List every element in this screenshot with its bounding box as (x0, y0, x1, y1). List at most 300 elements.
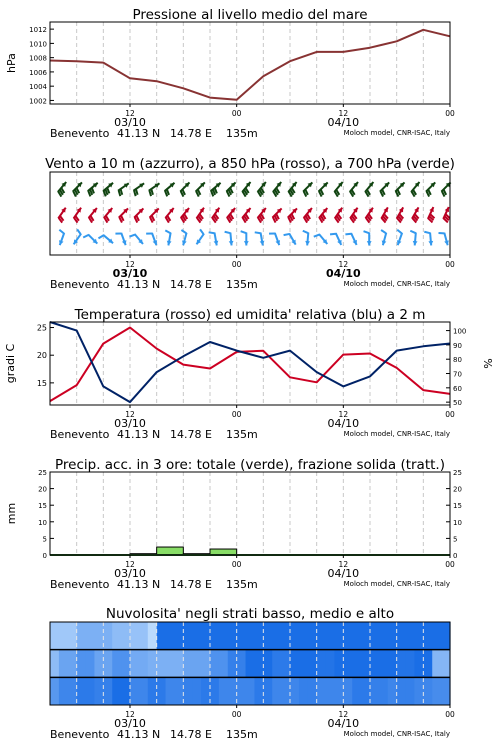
wind-arrow (426, 182, 435, 196)
wind-arrow (58, 208, 65, 223)
cloud-cell (308, 677, 317, 705)
wind-arrow (196, 182, 205, 196)
cloud-cell (148, 650, 157, 678)
cloud-cell (432, 650, 441, 678)
footer-elev: 135m (226, 578, 258, 591)
cloud-cell (290, 622, 299, 650)
cloud-cell (397, 622, 406, 650)
cloud-cell (406, 622, 415, 650)
cloud-cell (201, 622, 210, 650)
y-axis-label: gradi C (4, 343, 17, 384)
cloud-cell (326, 622, 335, 650)
cloud-cell (299, 622, 308, 650)
wind-arrow (350, 208, 357, 223)
wind-arrow (227, 208, 235, 223)
wind-arrow (269, 233, 280, 245)
cloud-cell (50, 677, 59, 705)
cloud-cell (334, 677, 343, 705)
wind-arrow (59, 230, 64, 245)
y-axis-label: mm (5, 502, 18, 525)
wind-arrow (88, 183, 98, 197)
wind-arrow (89, 208, 97, 223)
y-tick-label-right: 90 (453, 341, 462, 350)
date-label: 04/10 (326, 267, 361, 280)
wind-arrow (165, 230, 171, 245)
wind-arrow (380, 182, 389, 196)
cloud-cell (237, 650, 246, 678)
cloud-cell (432, 677, 441, 705)
cloud-cell (219, 650, 228, 678)
wind-row (58, 182, 451, 197)
x-tick-label: 12 (338, 109, 349, 118)
wind-arrow (345, 233, 357, 245)
cloud-cell (397, 677, 406, 705)
cloud-cell (94, 677, 103, 705)
wind-arrow (118, 183, 129, 196)
cloud-cell (166, 650, 175, 678)
y-tick-label: 15 (38, 502, 47, 511)
cloud-cell (254, 622, 263, 650)
wind-arrow (242, 182, 250, 197)
cloud-cell (130, 650, 139, 678)
wind-arrow (288, 208, 297, 222)
y-tick-label-right: 25 (453, 469, 462, 477)
cloud-cell (414, 650, 423, 678)
y-tick-label: 0 (42, 552, 47, 560)
cloud-cell (388, 677, 397, 705)
y-tick-label: 1010 (29, 40, 47, 49)
cloud-cell (361, 650, 370, 678)
cloud-cell (379, 677, 388, 705)
cloud-cell (157, 622, 166, 650)
y-tick-label-right: 20 (453, 485, 462, 494)
y-tick-label-right: 0 (453, 552, 458, 560)
panel-title: Vento a 10 m (azzurro), a 850 hPa (rosso), a 700 hPa (verde) (45, 156, 455, 172)
plot-border (50, 472, 450, 555)
cloud-cell (432, 622, 441, 650)
cloud-cell (317, 677, 326, 705)
x-tick-label: 00 (231, 410, 242, 419)
cloud-cell (192, 677, 201, 705)
cloud-cell (77, 650, 86, 678)
footer-station: Benevento (50, 578, 110, 591)
cloud-cell (174, 677, 183, 705)
footer-station: Benevento (50, 728, 110, 741)
cloud-cell (317, 622, 326, 650)
cloud-cell (59, 622, 68, 650)
x-tick-label: 00 (231, 109, 242, 118)
cloud-cell (272, 650, 281, 678)
panel-title: Pressione al livello medio del mare (132, 7, 368, 23)
wind-arrow (74, 208, 81, 223)
y-tick-label: 1004 (29, 83, 47, 92)
pressure-line (50, 30, 450, 100)
cloud-cell (290, 677, 299, 705)
cloud-cell (441, 677, 450, 705)
cloud-cell (281, 622, 290, 650)
cloud-cell (174, 650, 183, 678)
x-tick-label: 00 (445, 410, 455, 419)
cloud-cell (192, 650, 201, 678)
cloud-cell (423, 622, 432, 650)
wind-arrow (365, 182, 373, 197)
cloud-cell (68, 677, 77, 705)
wind-arrow (149, 183, 160, 196)
y-tick-label: 1002 (29, 97, 47, 106)
y-tick-label-right: 15 (453, 502, 462, 511)
cloud-cell (246, 650, 255, 678)
wind-arrow (258, 208, 266, 223)
wind-arrow (197, 208, 204, 223)
y-tick-label: 5 (42, 535, 47, 544)
cloud-cell (192, 622, 201, 650)
cloud-cell (370, 677, 379, 705)
cloud-cell (370, 622, 379, 650)
wind-arrow (115, 233, 126, 245)
wind-arrow (181, 208, 189, 223)
wind-arrow (225, 232, 234, 246)
wind-arrow (211, 183, 221, 197)
cloud-cell (103, 677, 112, 705)
x-tick-label: 12 (338, 560, 349, 569)
footer-lon: 14.78 E (170, 278, 212, 291)
cloud-cell (299, 677, 308, 705)
wind-arrow (365, 208, 372, 223)
cloud-cell (237, 677, 246, 705)
cloud-cell (388, 622, 397, 650)
footer-lat: 41.13 N (117, 127, 161, 140)
y-tick-label: 25 (38, 469, 47, 477)
footer-station: Benevento (50, 428, 110, 441)
wind-arrow (134, 208, 143, 222)
x-tick-label: 00 (231, 710, 242, 719)
wind-arrow (241, 231, 249, 245)
cloud-cell (361, 677, 370, 705)
cloud-cell (121, 677, 130, 705)
cloud-cell (361, 622, 370, 650)
footer-lat: 41.13 N (117, 728, 161, 741)
date-label: 03/10 (112, 267, 148, 280)
footer-station: Benevento (50, 278, 110, 291)
wind-arrow (381, 230, 386, 245)
cloud-cell (308, 622, 317, 650)
wind-arrow (428, 207, 435, 222)
wind-arrow (119, 208, 128, 222)
cloud-cell (103, 622, 112, 650)
cloud-cell (254, 650, 263, 678)
x-tick-label: 12 (338, 410, 349, 419)
cloud-cell (157, 650, 166, 678)
cloud-cell (343, 650, 352, 678)
cloud-cell (326, 650, 335, 678)
wind-arrow (395, 182, 404, 196)
humidity-line (50, 322, 450, 402)
precip-bar (157, 547, 184, 555)
y-axis-label: hPa (5, 53, 18, 73)
date-label: 04/10 (327, 567, 360, 580)
wind-arrow (424, 232, 433, 246)
cloud-cell (228, 650, 237, 678)
cloud-cell (441, 650, 450, 678)
x-tick-label: 12 (125, 710, 135, 719)
cloud-cell (68, 622, 77, 650)
cloud-cell (379, 622, 388, 650)
cloud-cell (352, 622, 361, 650)
wind-arrow (397, 207, 404, 222)
cloud-cell (317, 650, 326, 678)
wind-arrow (411, 182, 419, 197)
wind-arrow (150, 208, 159, 222)
date-label: 03/10 (114, 417, 146, 430)
cloud-cell (201, 677, 210, 705)
y-tick-label: 1012 (29, 26, 47, 35)
wind-arrow (104, 208, 112, 223)
panel-title: Temperatura (rosso) ed umidita' relativa (blu) a 2 m (74, 307, 426, 323)
y-tick-label-right: 80 (453, 356, 462, 365)
wind-arrow (180, 182, 189, 196)
x-tick-label: 12 (125, 260, 135, 269)
cloud-cell (86, 650, 95, 678)
footer-elev: 135m (226, 728, 258, 741)
cloud-cell (334, 650, 343, 678)
cloud-cell (414, 622, 423, 650)
wind-row (59, 229, 449, 245)
wind-arrow (438, 233, 448, 246)
wind-arrow (330, 233, 342, 245)
cloud-cell (103, 650, 112, 678)
footer-lon: 14.78 E (170, 428, 212, 441)
y-tick-label: 10 (38, 518, 47, 527)
cloud-cell (174, 622, 183, 650)
cloud-cell (183, 677, 192, 705)
cloud-cell (219, 677, 228, 705)
cloud-cell (263, 622, 272, 650)
cloud-cell (334, 622, 343, 650)
cloud-cell (272, 622, 281, 650)
plot-border (50, 22, 450, 104)
cloud-cell (414, 677, 423, 705)
cloud-cell (423, 650, 432, 678)
date-label: 03/10 (114, 116, 146, 129)
cloud-cell (326, 677, 335, 705)
wind-arrow (397, 230, 402, 245)
y-tick-label-right: 100 (453, 327, 467, 336)
date-label: 04/10 (327, 717, 360, 730)
wind-arrow (410, 231, 417, 246)
wind-row (58, 207, 450, 223)
x-tick-label: 00 (445, 109, 455, 118)
y-tick-label-right: 50 (453, 399, 462, 408)
cloud-cell (68, 650, 77, 678)
x-tick-label: 00 (231, 560, 242, 569)
wind-arrow (58, 182, 66, 197)
cloud-cell (370, 650, 379, 678)
x-tick-label: 12 (125, 560, 135, 569)
cloud-cell (130, 677, 139, 705)
cloud-cell (379, 650, 388, 678)
cloud-cell (130, 622, 139, 650)
cloud-cell (263, 677, 272, 705)
cloud-cell (183, 650, 192, 678)
wind-arrow (258, 182, 266, 197)
wind-arrow (272, 208, 281, 222)
y-tick-label: 20 (38, 485, 47, 494)
wind-arrow (146, 233, 157, 245)
footer-elev: 135m (226, 278, 258, 291)
cloud-cell (272, 677, 281, 705)
wind-arrow (165, 183, 175, 197)
x-tick-label: 00 (445, 710, 455, 719)
cloud-cell (59, 677, 68, 705)
footer-lat: 41.13 N (117, 578, 161, 591)
footer-elev: 135m (226, 428, 258, 441)
date-label: 03/10 (114, 717, 146, 730)
cloud-cell (343, 677, 352, 705)
cloud-cell (423, 677, 432, 705)
x-tick-label: 00 (231, 260, 242, 269)
footer-lon: 14.78 E (170, 127, 212, 140)
x-tick-label: 00 (445, 560, 455, 569)
wind-arrow (412, 207, 419, 222)
wind-arrow (381, 207, 388, 222)
cloud-cell (121, 622, 130, 650)
y-tick-label: 20 (36, 351, 47, 361)
y-tick-label-right: 10 (453, 518, 462, 527)
cloud-cell (121, 650, 130, 678)
wind-arrow (319, 182, 328, 196)
cloud-cell (228, 622, 237, 650)
y-axis-label-right: % (482, 358, 495, 369)
cloud-cell (86, 677, 95, 705)
cloud-cell (210, 677, 219, 705)
y-tick-label: 15 (36, 378, 47, 388)
cloud-cell (281, 650, 290, 678)
wind-arrow (273, 182, 281, 197)
footer-model: Moloch model, CNR-ISAC, Italy (343, 730, 450, 738)
wind-arrow (181, 230, 186, 245)
cloud-cell (148, 622, 157, 650)
wind-arrow (103, 183, 113, 197)
wind-arrow (314, 234, 328, 244)
wind-arrow (443, 207, 450, 222)
footer-model: Moloch model, CNR-ISAC, Italy (343, 580, 450, 588)
panel-title: Nuvolosita' negli strati basso, medio e alto (105, 606, 395, 622)
cloud-cell (281, 677, 290, 705)
x-tick-label: 12 (338, 260, 349, 269)
cloud-cell (166, 622, 175, 650)
footer-model: Moloch model, CNR-ISAC, Italy (343, 280, 450, 288)
cloud-cell (246, 622, 255, 650)
wind-arrow (226, 182, 235, 196)
cloud-cell (50, 650, 59, 678)
cloud-cell (183, 622, 192, 650)
wind-arrow (350, 182, 358, 197)
footer-model: Moloch model, CNR-ISAC, Italy (343, 129, 450, 137)
wind-arrow (303, 182, 312, 196)
cloud-cell (94, 650, 103, 678)
cloud-cell (352, 677, 361, 705)
wind-arrow (319, 208, 327, 223)
y-tick-label: 1008 (29, 54, 47, 63)
cloud-cell (441, 622, 450, 650)
wind-arrow (335, 208, 342, 223)
wind-arrow (304, 208, 312, 223)
cloud-cell (228, 677, 237, 705)
cloud-cell (94, 622, 103, 650)
wind-arrow (197, 229, 204, 244)
cloud-cell (86, 622, 95, 650)
cloud-cell (406, 650, 415, 678)
x-tick-label: 12 (125, 410, 135, 419)
date-label: 04/10 (327, 417, 360, 430)
cloud-cell (290, 650, 299, 678)
cloud-cell (59, 650, 68, 678)
cloud-cell (112, 650, 121, 678)
cloud-cell (112, 622, 121, 650)
date-label: 04/10 (327, 116, 360, 129)
cloud-cell (343, 622, 352, 650)
cloud-cell (299, 650, 308, 678)
wind-arrow (242, 208, 250, 223)
footer-lat: 41.13 N (117, 278, 161, 291)
y-tick-label-right: 5 (453, 535, 458, 544)
cloud-cell (210, 650, 219, 678)
wind-arrow (83, 234, 97, 243)
cloud-cell (210, 622, 219, 650)
y-tick-label-right: 70 (453, 370, 462, 379)
cloud-cell (50, 622, 59, 650)
cloud-cell (388, 650, 397, 678)
cloud-cell (308, 650, 317, 678)
wind-arrow (129, 234, 143, 244)
y-tick-label: 25 (36, 323, 47, 333)
cloud-cell (166, 677, 175, 705)
x-tick-label: 00 (445, 260, 455, 269)
wind-arrow (288, 182, 296, 197)
cloud-cell (237, 622, 246, 650)
cloud-cell (246, 677, 255, 705)
panel-title: Precip. acc. in 3 ore: totale (verde), frazione solida (tratt.) (55, 457, 445, 473)
cloud-cell (406, 677, 415, 705)
cloud-cell (139, 622, 148, 650)
cloud-cell (112, 677, 121, 705)
wind-arrow (73, 182, 82, 196)
cloud-cell (148, 677, 157, 705)
x-tick-label: 12 (125, 109, 135, 118)
cloud-cell (201, 650, 210, 678)
wind-arrow (98, 235, 113, 243)
footer-lon: 14.78 E (170, 728, 212, 741)
footer-lat: 41.13 N (117, 428, 161, 441)
cloud-cell (219, 622, 228, 650)
cloud-cell (139, 677, 148, 705)
cloud-cell (397, 650, 406, 678)
wind-arrow (303, 231, 310, 246)
cloud-cell (263, 650, 272, 678)
footer-lon: 14.78 E (170, 578, 212, 591)
cloud-cell (77, 677, 86, 705)
wind-arrow (212, 208, 219, 223)
footer-station: Benevento (50, 127, 110, 140)
footer-elev: 135m (226, 127, 258, 140)
wind-arrow (334, 182, 342, 197)
wind-arrow (133, 183, 144, 196)
cloud-cell (352, 650, 361, 678)
cloud-cell (254, 677, 263, 705)
y-tick-label-right: 60 (453, 384, 462, 393)
footer-model: Moloch model, CNR-ISAC, Italy (343, 430, 450, 438)
x-tick-label: 12 (338, 710, 349, 719)
